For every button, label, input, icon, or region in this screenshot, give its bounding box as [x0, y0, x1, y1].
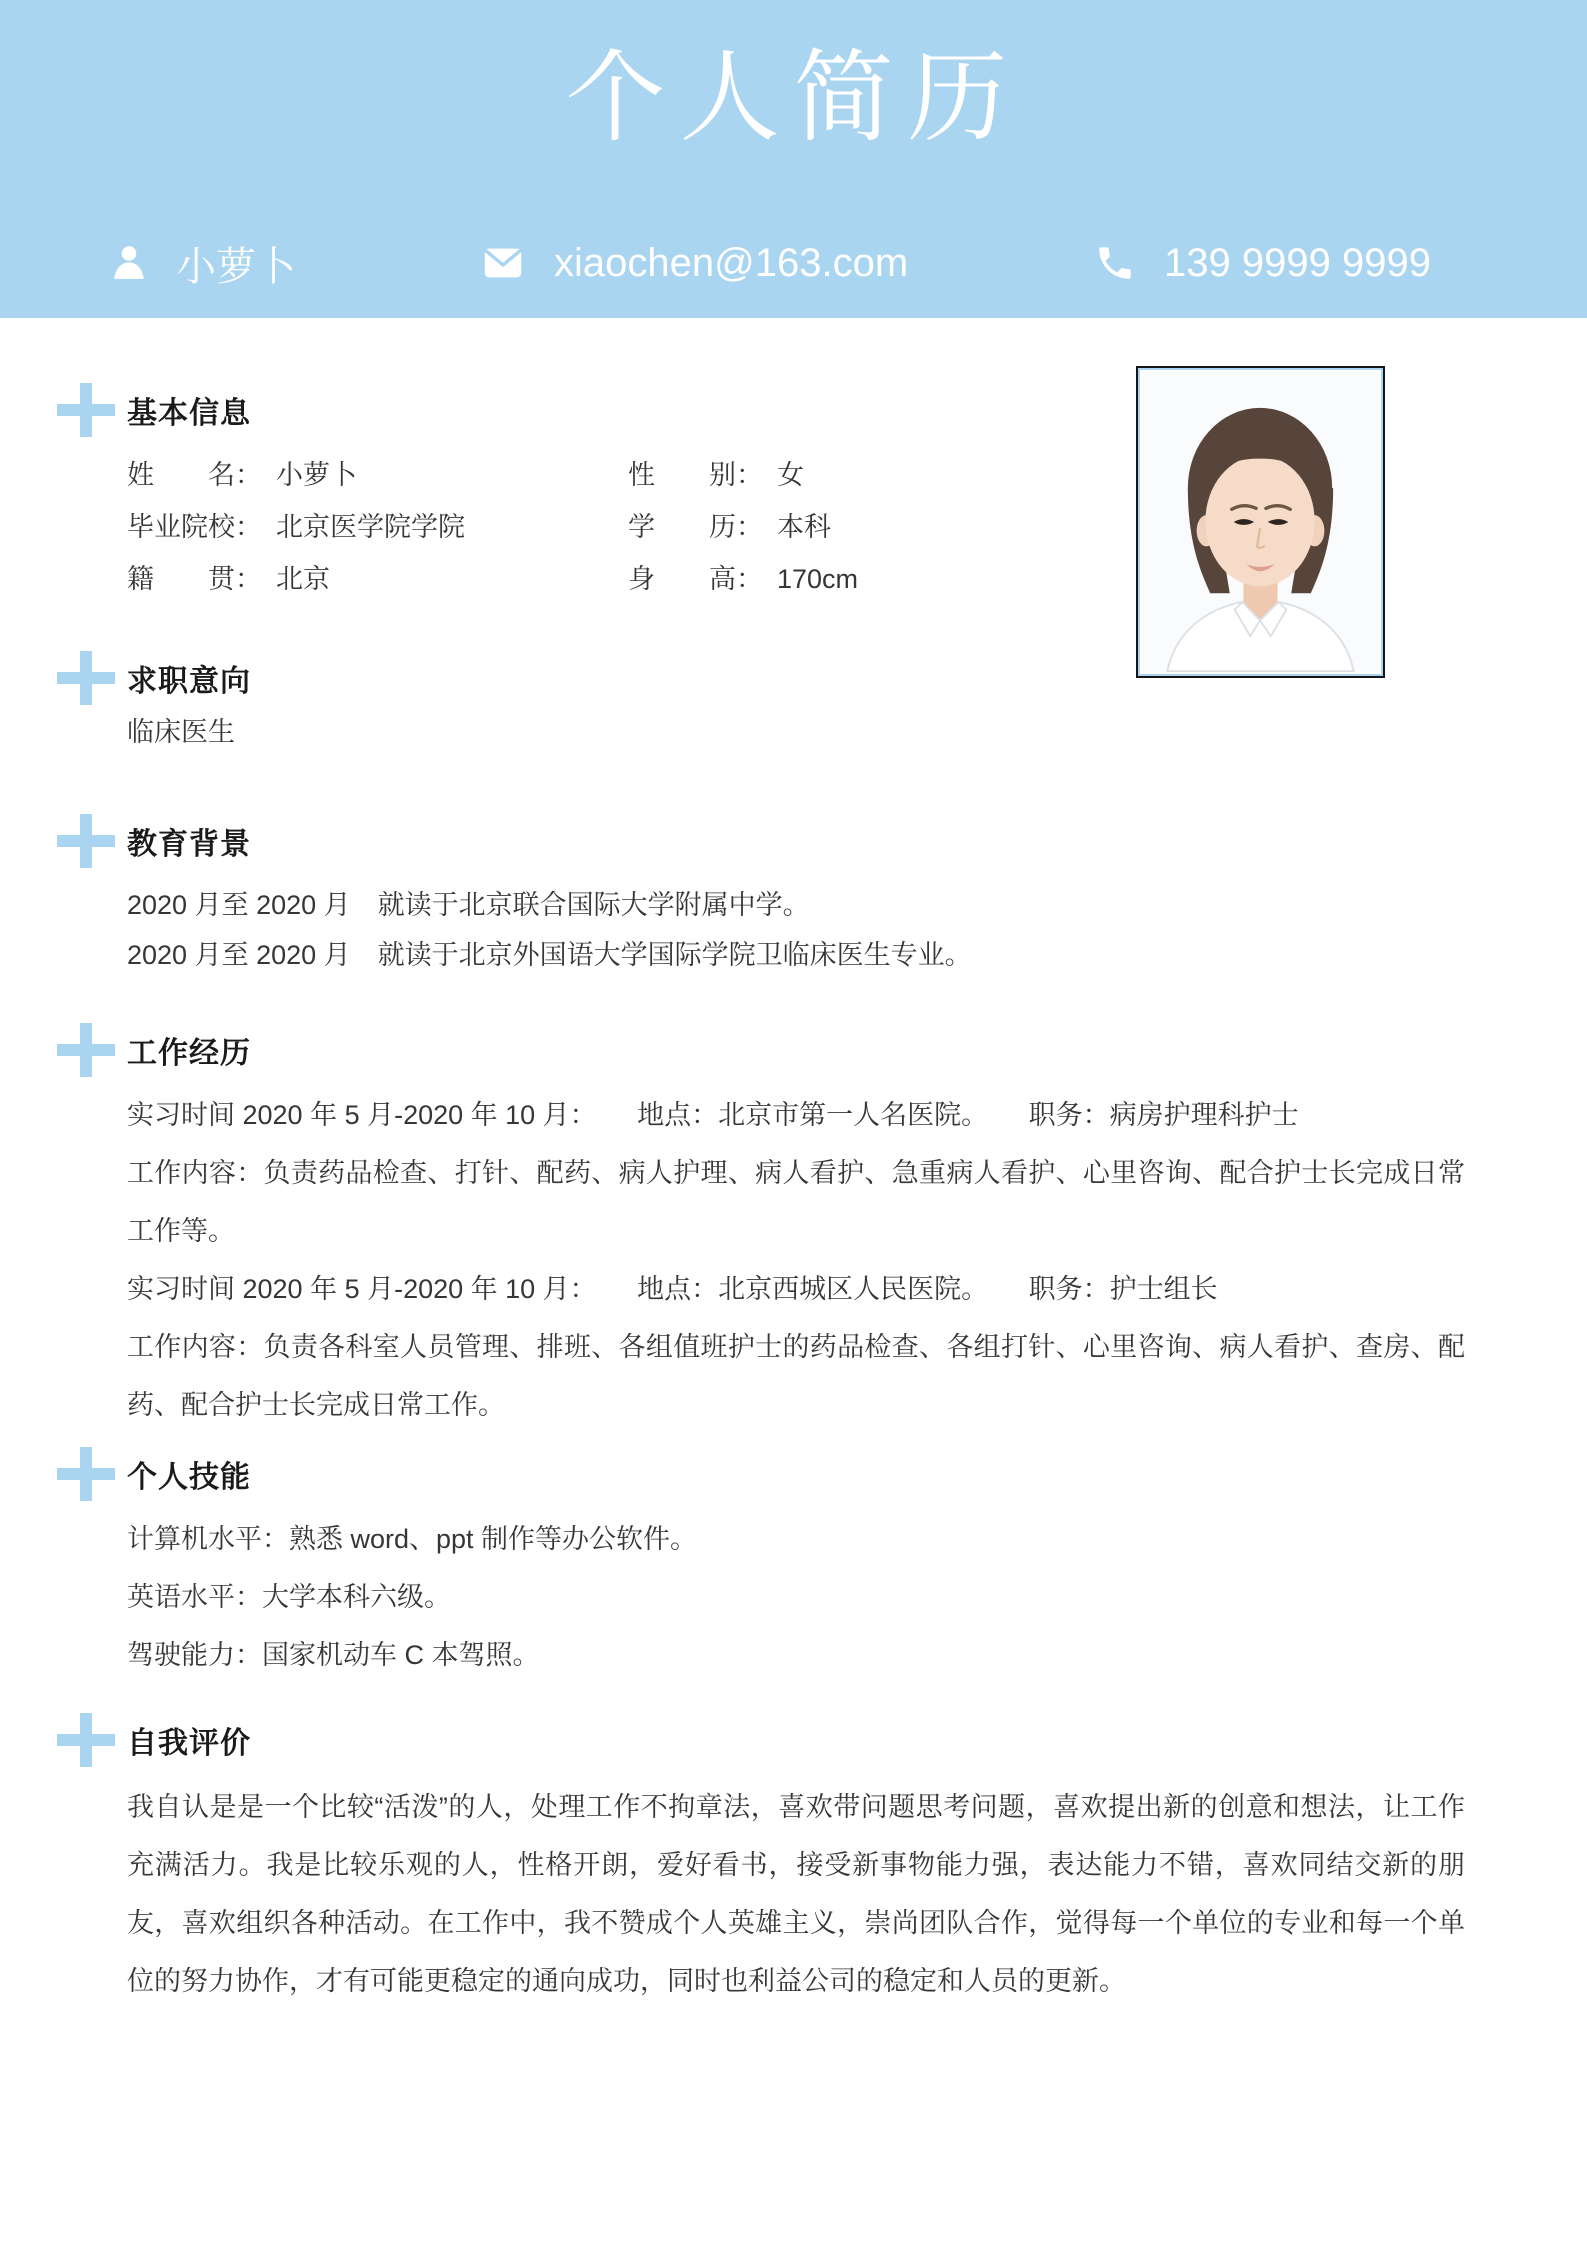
info-row — [127, 550, 1533, 602]
section-work-experience — [57, 1022, 1533, 1434]
section-self-header — [57, 1712, 1533, 1768]
contact-email-text: xiaochen@163.com — [554, 240, 909, 285]
section-title: 工作经历 — [127, 1037, 251, 1070]
info-value: 170cm — [777, 563, 859, 594]
section-title: 教育背景 — [127, 828, 251, 861]
plus-icon — [57, 1023, 115, 1077]
section-education — [57, 813, 1533, 980]
section-basic-info — [57, 382, 1533, 602]
self-evaluation-text: 我自认是是一个比较“活泼”的人，处理工作不拘章法，喜欢带问题思考问题，喜欢提出新的创意和想法，让工作充满活力。我是比较乐观的人，性格开朗，爱好看书，接受新事物能力强，表达能力不错，喜欢同结交新的朋友，喜欢组织各种活动。在工作中，我不赞成个人英雄主义，崇尚团队合作，觉得每一个单位的专业和每一个单位的努力协作，才有可能更稳定的通向成功，同时也利益公司的稳定和人员的更新。 — [127, 1792, 1465, 1996]
page-title: 个人简历 — [565, 39, 1022, 156]
info-cell — [127, 557, 628, 596]
info-cell — [127, 505, 628, 544]
work-line: 工作内容：负责药品检查、打针、配药、病人护理、病人看护、急重病人看护、心里咨询、配合护士长完成日常工作等。 — [127, 1158, 1465, 1246]
info-value: 女 — [777, 459, 804, 490]
edu-line: 2020 月至 2020 月 就读于北京联合国际大学附属中学。 — [127, 890, 810, 920]
skill-line: 驾驶能力：国家机动车 C 本驾照。 — [127, 1640, 540, 1670]
info-label: 学 历： — [628, 511, 763, 542]
info-value: 小萝卜 — [276, 459, 357, 490]
header-band — [0, 0, 1587, 318]
section-self-evaluation — [57, 1712, 1533, 2010]
work-line: 实习时间 2020 年 5 月-2020 年 10 月： 地点：北京市第一人名医院。 职务：病房护理科护士 — [127, 1100, 1299, 1130]
contact-name-text: 小萝卜 — [176, 244, 296, 289]
info-row — [127, 498, 1533, 550]
plus-icon — [57, 814, 115, 868]
work-body — [127, 1086, 1465, 1434]
info-cell — [628, 505, 831, 544]
edu-line: 2020 月至 2020 月 就读于北京外国语大学国际学院卫临床医生专业。 — [127, 940, 972, 970]
info-label: 毕业院校： — [127, 511, 262, 542]
info-cell — [628, 557, 858, 596]
info-cell — [628, 453, 804, 492]
user-icon — [110, 242, 148, 284]
contact-phone — [1094, 230, 1431, 296]
plus-icon — [57, 383, 115, 437]
basic-info-grid — [127, 446, 1533, 602]
phone-icon — [1094, 242, 1136, 284]
plus-icon — [57, 1713, 115, 1767]
mail-icon — [480, 240, 526, 286]
info-value: 北京医学院学院 — [276, 511, 465, 542]
contact-email — [480, 230, 908, 296]
plus-icon — [57, 1447, 115, 1501]
section-work-header — [57, 1022, 1533, 1078]
section-skills — [57, 1446, 1533, 1684]
info-value: 本科 — [777, 511, 831, 542]
intent-body — [127, 712, 1533, 752]
section-job-intent — [57, 650, 1533, 752]
section-title: 自我评价 — [127, 1727, 251, 1760]
work-line: 实习时间 2020 年 5 月-2020 年 10 月： 地点：北京西城区人民医院。 职务：护士组长 — [127, 1274, 1218, 1304]
contact-name — [110, 230, 296, 296]
info-row — [127, 446, 1533, 498]
section-skill-header — [57, 1446, 1533, 1502]
info-label: 性 别： — [628, 459, 763, 490]
plus-icon — [57, 651, 115, 705]
skill-line: 计算机水平：熟悉 word、ppt 制作等办公软件。 — [127, 1524, 698, 1554]
info-cell — [127, 453, 628, 492]
edu-body — [127, 880, 1533, 980]
section-title: 个人技能 — [127, 1461, 251, 1494]
section-title: 求职意向 — [127, 665, 251, 698]
section-intent-header — [57, 650, 1533, 706]
skill-line: 英语水平：大学本科六级。 — [127, 1582, 451, 1612]
info-value: 北京 — [276, 563, 330, 594]
skill-body — [127, 1510, 1533, 1684]
intent-text: 临床医生 — [127, 717, 235, 747]
work-line: 工作内容：负责各科室人员管理、排班、各组值班护士的药品检查、各组打针、心里咨询、病人看护、查房、配药、配合护士长完成日常工作。 — [127, 1332, 1465, 1420]
info-label: 姓 名： — [127, 459, 262, 490]
section-edu-header — [57, 813, 1533, 869]
section-basic-header — [57, 382, 1533, 438]
self-body — [127, 1778, 1465, 2010]
info-label: 身 高： — [628, 563, 763, 594]
section-title: 基本信息 — [127, 397, 251, 430]
contact-phone-text: 139 9999 9999 — [1164, 240, 1431, 285]
info-label: 籍 贯： — [127, 563, 262, 594]
